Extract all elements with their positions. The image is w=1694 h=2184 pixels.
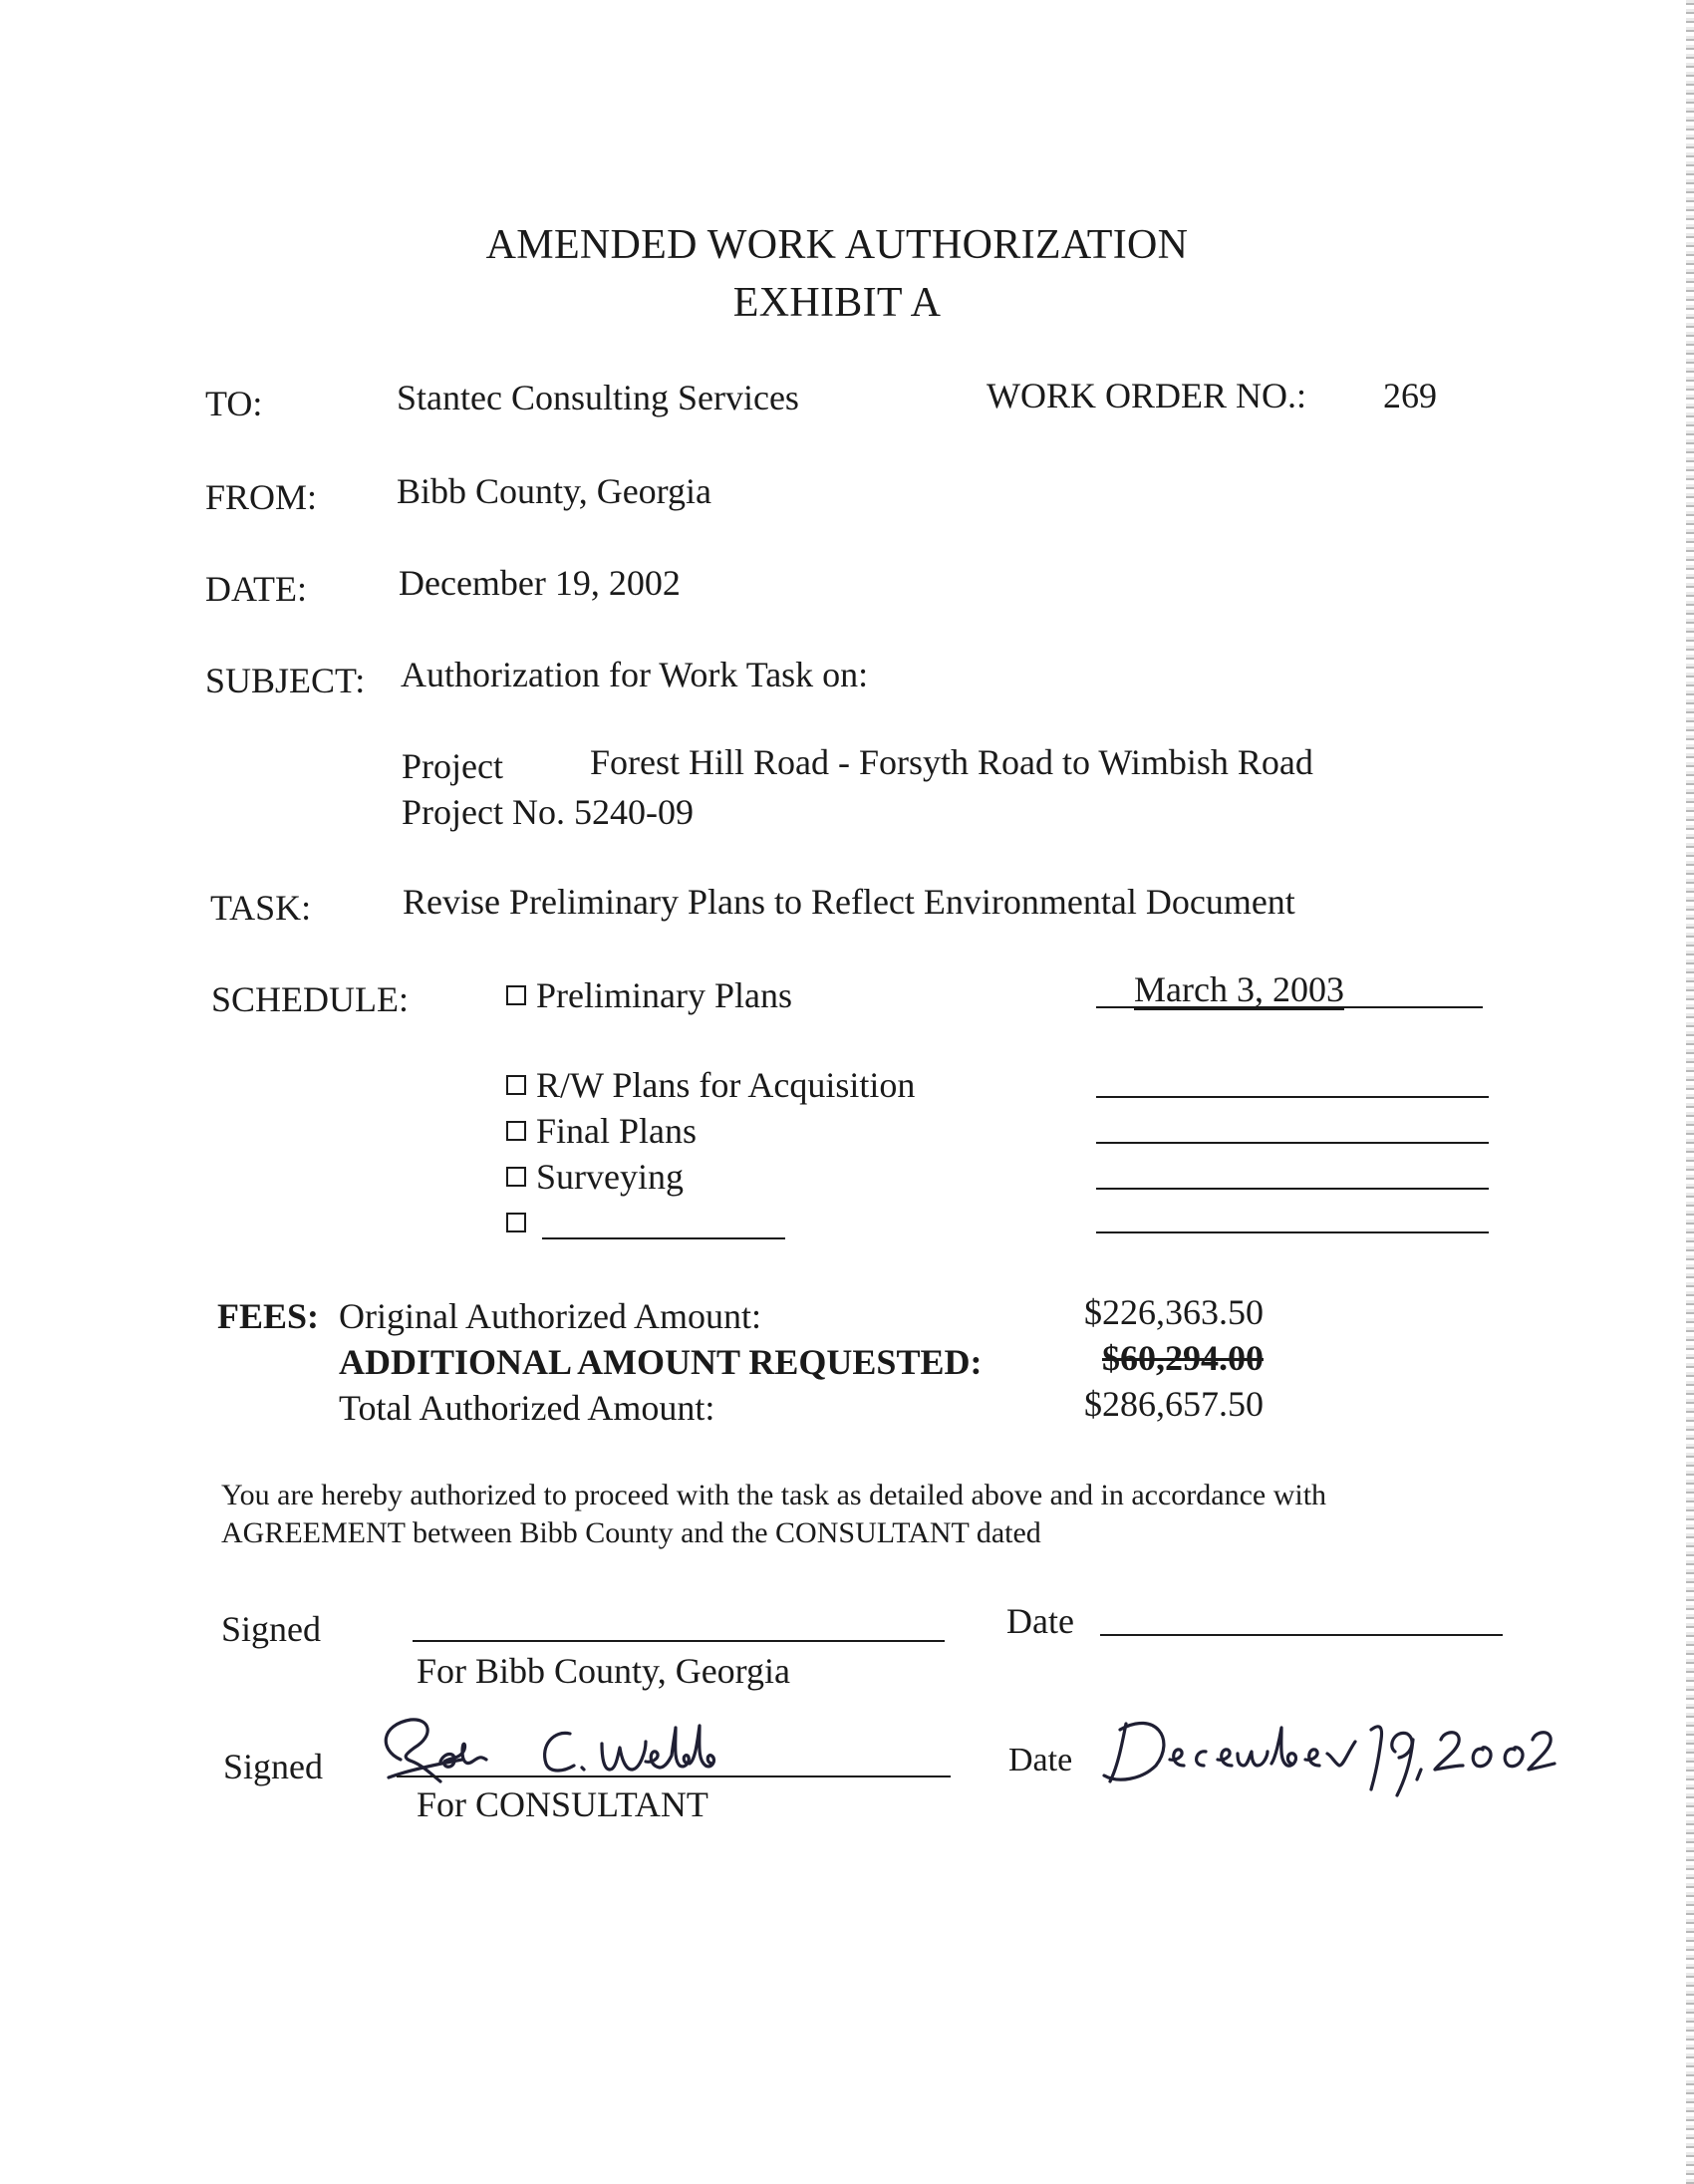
- work-order-value: 269: [1383, 376, 1437, 415]
- total-amount-label: Total Authorized Amount:: [339, 1388, 715, 1428]
- from-value: Bibb County, Georgia: [397, 471, 711, 511]
- fees-label: FEES:: [217, 1296, 320, 1336]
- consultant-date-label: Date: [1008, 1742, 1073, 1778]
- checkbox-icon[interactable]: [506, 1075, 526, 1095]
- original-amount-label: Original Authorized Amount:: [339, 1296, 761, 1336]
- schedule-date-line: [1096, 1188, 1489, 1190]
- project-value: Forest Hill Road - Forsyth Road to Wimbish Road: [590, 742, 1313, 782]
- project-label: Project: [402, 746, 503, 786]
- consultant-signed-label: Signed: [223, 1747, 324, 1786]
- additional-amount-value: $60,294.00: [1102, 1338, 1264, 1378]
- consultant-caption: For CONSULTANT: [417, 1784, 708, 1824]
- total-amount-value: $286,657.50: [1084, 1384, 1264, 1424]
- checkbox-icon[interactable]: [506, 1121, 526, 1141]
- schedule-item-label: Final Plans: [536, 1111, 698, 1151]
- checkbox-icon[interactable]: [506, 985, 526, 1005]
- original-amount-value: $226,363.50: [1084, 1292, 1264, 1332]
- task-value: Revise Preliminary Plans to Reflect Environmental Document: [403, 882, 1295, 922]
- county-date-label: Date: [1006, 1601, 1074, 1641]
- task-label: TASK:: [210, 888, 312, 928]
- authorization-line-1: You are hereby authorized to proceed with the task as detailed above and in accordance with: [221, 1479, 1327, 1511]
- project-number: Project No. 5240-09: [402, 792, 694, 832]
- from-label: FROM:: [205, 477, 318, 517]
- schedule-date-preliminary-plans: March 3, 2003: [1134, 969, 1344, 1009]
- authorization-line-2: AGREEMENT between Bibb County and the CONSULTANT dated: [221, 1516, 1041, 1549]
- date-value: December 19, 2002: [399, 563, 681, 603]
- subject-value: Authorization for Work Task on:: [401, 655, 869, 694]
- schedule-date-line: [1096, 1231, 1489, 1233]
- consultant-signature-line[interactable]: [397, 1775, 951, 1777]
- county-signature-line[interactable]: [413, 1640, 945, 1642]
- schedule-item-final-plans: [506, 1110, 697, 1152]
- schedule-date-line: [1096, 1096, 1489, 1098]
- schedule-date-line: [1096, 1142, 1489, 1144]
- to-value: Stantec Consulting Services: [397, 378, 799, 417]
- document-subtitle: EXHIBIT A: [732, 280, 942, 326]
- schedule-date-line: [1096, 1006, 1483, 1008]
- schedule-label: SCHEDULE:: [211, 979, 409, 1019]
- schedule-item-surveying: [506, 1156, 684, 1198]
- schedule-blank-line: [542, 1237, 785, 1239]
- date-label: DATE:: [205, 569, 307, 609]
- county-caption: For Bibb County, Georgia: [417, 1651, 790, 1691]
- schedule-item-label: Surveying: [536, 1157, 684, 1197]
- work-order-label: WORK ORDER NO.:: [987, 376, 1306, 415]
- schedule-item-label: Preliminary Plans: [536, 975, 792, 1015]
- county-signed-label: Signed: [221, 1609, 322, 1649]
- document-title: AMENDED WORK AUTHORIZATION: [485, 222, 1189, 268]
- to-label: TO:: [205, 384, 263, 423]
- subject-label: SUBJECT:: [205, 661, 366, 700]
- consultant-date-handwriting: [1096, 1700, 1564, 1809]
- schedule-item-label: R/W Plans for Acquisition: [536, 1065, 916, 1105]
- county-date-line[interactable]: [1100, 1634, 1503, 1636]
- schedule-item-blank: [506, 1202, 536, 1243]
- schedule-item-rw-plans: [506, 1064, 915, 1106]
- additional-amount-label: ADDITIONAL AMOUNT REQUESTED:: [339, 1342, 983, 1382]
- checkbox-icon[interactable]: [506, 1213, 526, 1232]
- checkbox-icon[interactable]: [506, 1167, 526, 1187]
- schedule-item-preliminary-plans: [506, 974, 792, 1016]
- scan-edge: [1686, 0, 1694, 2184]
